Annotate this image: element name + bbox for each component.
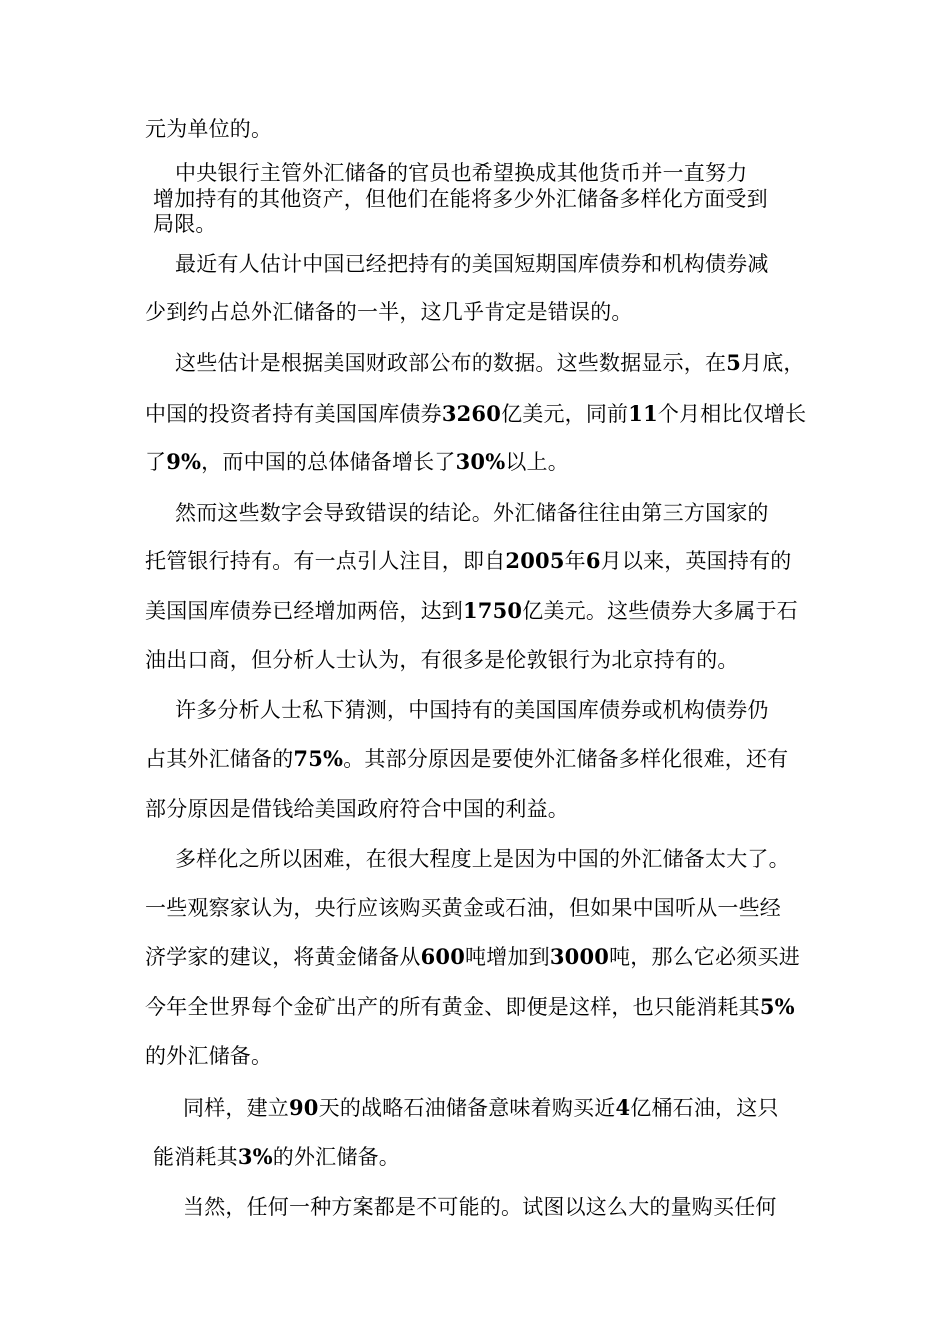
number-emphasis: 600 xyxy=(420,944,466,969)
number-emphasis: 9% xyxy=(166,449,202,474)
text-line: 最近有人估计中国已经把持有的美国短期国库债券和机构债券减 xyxy=(175,252,769,276)
text-line: 元为单位的。 xyxy=(145,117,273,141)
number-emphasis: 5% xyxy=(759,994,795,1019)
text-line: 油出口商，但分析人士认为，有很多是伦敦银行为北京持有的。 xyxy=(145,648,739,672)
number-emphasis: 6 xyxy=(585,548,601,573)
text-line: 一些观察家认为，央行应该购买黄金或石油，但如果中国听从一些经 xyxy=(145,896,781,920)
text-line: 的外汇储备。 xyxy=(145,1044,273,1068)
number-emphasis: 2005 xyxy=(505,548,565,573)
text-line: 托管银行持有。有一点引人注目，即自2005年6月以来，英国持有的 xyxy=(145,548,792,573)
text-line: 今年全世界每个金矿出产的所有黄金、即便是这样，也只能消耗其5% xyxy=(145,994,795,1019)
text-line: 占其外汇储备的75%。其部分原因是要使外汇储备多样化很难，还有 xyxy=(145,746,789,771)
text-line: 中国的投资者持有美国国库债券3260亿美元，同前11个月相比仅增长 xyxy=(145,401,807,426)
text-line: 这些估计是根据美国财政部公布的数据。这些数据显示，在5月底， xyxy=(175,350,805,375)
text-line: 了9%，而中国的总体储备增长了30%以上。 xyxy=(145,449,569,474)
text-line: 能消耗其3%的外汇储备。 xyxy=(153,1144,400,1169)
text-line: 中央银行主管外汇储备的官员也希望换成其他货币并一直努力 xyxy=(175,161,748,185)
text-line: 局限。 xyxy=(153,212,217,236)
text-line: 济学家的建议，将黄金储备从600吨增加到3000吨，那么它必须买进 xyxy=(145,944,800,969)
text-line: 多样化之所以困难，在很大程度上是因为中国的外汇储备太大了。 xyxy=(175,847,790,871)
number-emphasis: 3260 xyxy=(441,401,502,426)
text-line: 增加持有的其他资产，但他们在能将多少外汇储备多样化方面受到 xyxy=(153,187,768,211)
text-line: 部分原因是借钱给美国政府符合中国的利益。 xyxy=(145,797,569,821)
number-emphasis: 11 xyxy=(628,401,658,426)
number-emphasis: 75% xyxy=(293,746,344,771)
number-emphasis: 5 xyxy=(726,350,742,375)
text-line: 少到约占总外汇储备的一半，这几乎肯定是错误的。 xyxy=(145,300,633,324)
text-line: 当然，任何一种方案都是不可能的。试图以这么大的量购买任何 xyxy=(183,1195,777,1219)
text-line: 美国国库债券已经增加两倍，达到1750亿美元。这些债券大多属于石 xyxy=(145,598,798,623)
number-emphasis: 1750 xyxy=(463,598,523,623)
number-emphasis: 4 xyxy=(615,1095,631,1120)
text-line: 同样，建立90天的战略石油储备意味着购买近4亿桶石油，这只 xyxy=(183,1095,779,1120)
number-emphasis: 90 xyxy=(289,1095,319,1120)
number-emphasis: 3% xyxy=(237,1144,273,1169)
text-line: 许多分析人士私下猜测，中国持有的美国国库债券或机构债券仍 xyxy=(175,698,769,722)
number-emphasis: 3000 xyxy=(549,944,610,969)
number-emphasis: 30% xyxy=(455,449,506,474)
text-line: 然而这些数字会导致错误的结论。外汇储备往往由第三方国家的 xyxy=(175,501,769,525)
